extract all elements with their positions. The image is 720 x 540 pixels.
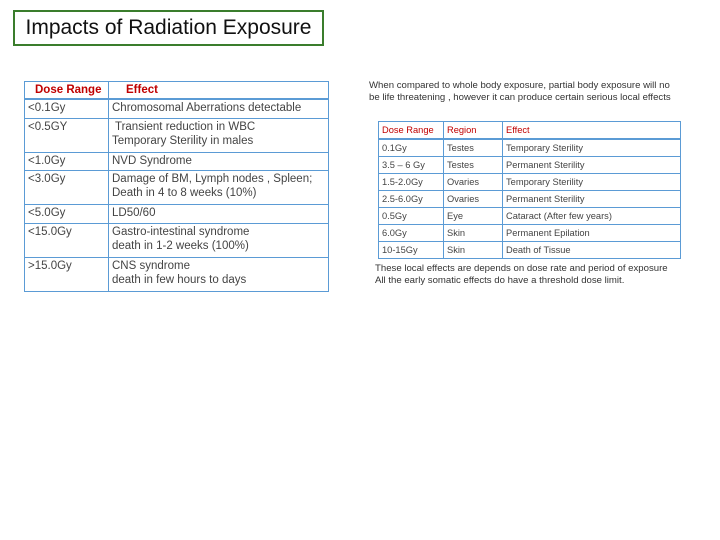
- effect-line: Chromosomal Aberrations detectable: [112, 102, 302, 114]
- dose-range-header: Dose Range: [25, 82, 109, 100]
- dose-cell: 3.5 – 6 Gy: [379, 157, 444, 174]
- dose-range-header: Dose Range: [379, 122, 444, 140]
- region-cell: Eye: [444, 208, 503, 225]
- effect-cell: [109, 223, 329, 257]
- table-row: [379, 225, 681, 242]
- dose-cell: 0.5Gy: [379, 208, 444, 225]
- dose-range-cell: <0.1Gy: [25, 99, 109, 118]
- effect-cell: [109, 152, 329, 171]
- effect-cell: [109, 99, 329, 118]
- dose-range-cell: <1.0Gy: [25, 152, 109, 171]
- partial-body-dose-table: [378, 121, 681, 259]
- effect-line: death in 1-2 weeks (100%): [112, 239, 249, 252]
- effect-line: death in few hours to days: [112, 273, 247, 286]
- effect-cell: Permanent Sterility: [503, 191, 681, 208]
- dose-cell: 10-15Gy: [379, 242, 444, 259]
- effect-cell: [109, 257, 329, 291]
- region-header: Region: [444, 122, 503, 140]
- table-row: [379, 139, 681, 157]
- effect-cell: Permanent Sterility: [503, 157, 681, 174]
- table-row: [379, 242, 681, 259]
- page-title: Impacts of Radiation Exposure: [13, 10, 324, 46]
- effect-header: Effect: [503, 122, 681, 140]
- dose-range-cell: <5.0Gy: [25, 205, 109, 224]
- table-header-row: [379, 122, 681, 140]
- dose-cell: 6.0Gy: [379, 225, 444, 242]
- effect-line: Death in 4 to 8 weeks (10%): [112, 187, 257, 200]
- table-row: [25, 99, 329, 118]
- dose-cell: 2.5-6.0Gy: [379, 191, 444, 208]
- effect-line: Gastro-intestinal syndrome: [112, 225, 250, 238]
- effect-cell: Permanent Epilation: [503, 225, 681, 242]
- table-row: [25, 257, 329, 291]
- effect-header: Effect: [109, 82, 329, 100]
- partial-exposure-intro: [369, 80, 686, 104]
- table-row: [25, 152, 329, 171]
- table-row: [379, 191, 681, 208]
- table-row: [379, 174, 681, 191]
- footnote-line: These local effects are depends on dose rate and period of exposure: [375, 263, 668, 274]
- dose-cell: 1.5-2.0Gy: [379, 174, 444, 191]
- region-cell: Testes: [444, 157, 503, 174]
- effect-line: NVD Syndrome: [112, 154, 192, 167]
- table-row: [25, 171, 329, 205]
- effect-line: Temporary Sterility in males: [112, 134, 254, 147]
- effect-line: CNS syndrome: [112, 259, 190, 272]
- dose-range-cell: <0.5GY: [25, 118, 109, 152]
- table-row: [379, 208, 681, 225]
- table-header-row: [25, 82, 329, 100]
- intro-line: be life threatening , however it can produce certain serious local effects: [369, 92, 671, 103]
- effect-line: LD50/60: [112, 207, 156, 220]
- effect-line: Transient reduction in WBC: [112, 120, 256, 133]
- partial-exposure-footnote: [375, 263, 695, 287]
- dose-range-cell: >15.0Gy: [25, 257, 109, 291]
- whole-body-dose-table: [24, 81, 329, 292]
- effect-cell: Temporary Sterility: [503, 174, 681, 191]
- effect-cell: Death of Tissue: [503, 242, 681, 259]
- region-cell: Testes: [444, 139, 503, 157]
- dose-cell: 0.1Gy: [379, 139, 444, 157]
- effect-line: Damage of BM, Lymph nodes , Spleen;: [112, 173, 313, 186]
- region-cell: Ovaries: [444, 174, 503, 191]
- dose-range-cell: <15.0Gy: [25, 223, 109, 257]
- table-row: [25, 205, 329, 224]
- effect-cell: Cataract (After few years): [503, 208, 681, 225]
- footnote-line: All the early somatic effects do have a threshold dose limit.: [375, 275, 625, 286]
- effect-cell: [109, 118, 329, 152]
- region-cell: Skin: [444, 242, 503, 259]
- table-row: [379, 157, 681, 174]
- region-cell: Ovaries: [444, 191, 503, 208]
- effect-cell: Temporary Sterility: [503, 139, 681, 157]
- dose-range-cell: <3.0Gy: [25, 171, 109, 205]
- effect-cell: [109, 171, 329, 205]
- intro-line: When compared to whole body exposure, partial body exposure will no: [369, 80, 670, 91]
- region-cell: Skin: [444, 225, 503, 242]
- effect-cell: [109, 205, 329, 224]
- table-row: [25, 223, 329, 257]
- table-row: [25, 118, 329, 152]
